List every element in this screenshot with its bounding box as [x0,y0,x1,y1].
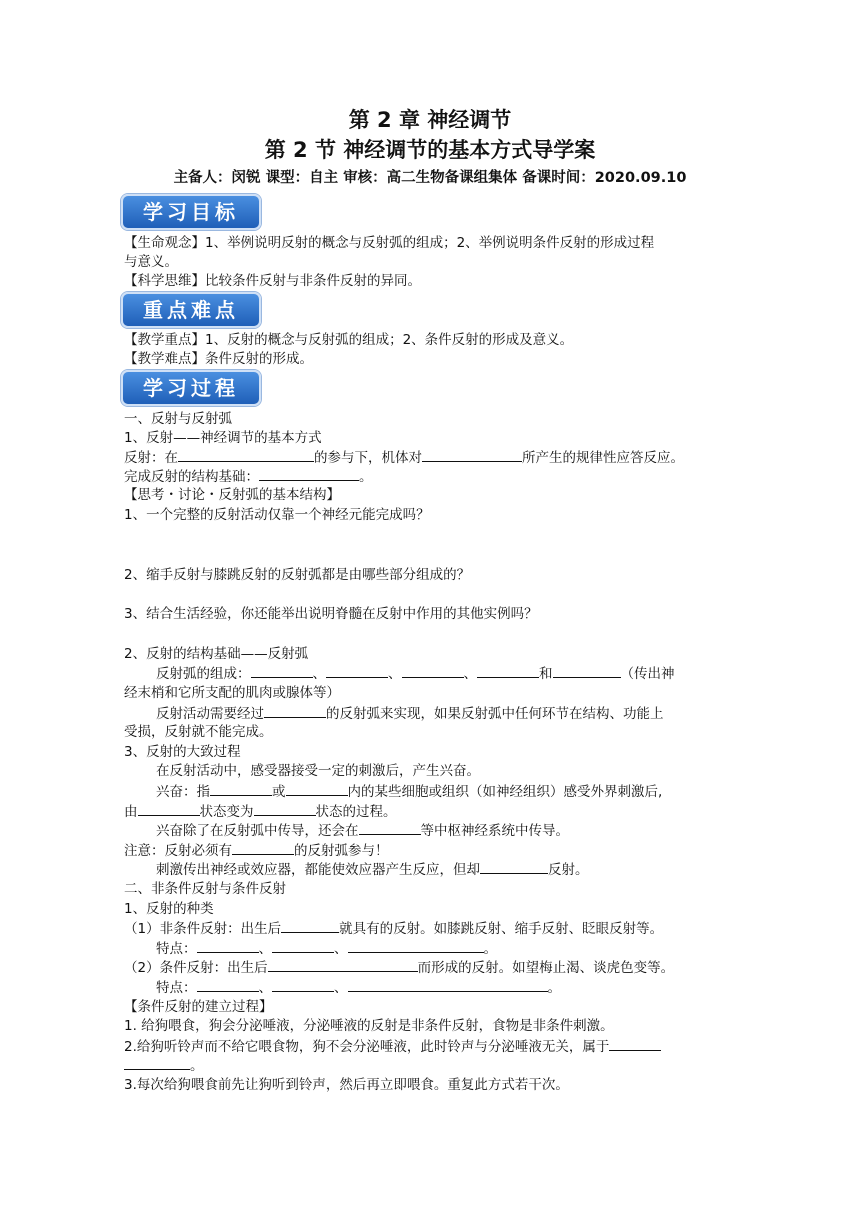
excitation-conduction: 兴奋除了在反射弧中传导，还会在 等中枢神经系统中传导。 [156,823,569,839]
conditioned-reflex: （2）条件反射：出生后 而形成的反射。如望梅止渴、谈虎色变等。 [124,960,675,976]
process-line-1: 在反射活动中，感受器接受一定的刺激后，产生兴奋。 [156,763,480,779]
section-title: 第 2 节 神经调节的基本方式导学案 [264,138,596,162]
section-heading-1: 一、反射与反射弧 [124,411,232,427]
blank[interactable] [348,978,548,992]
subheading-reflex-types: 1、反射的种类 [124,901,214,917]
blank[interactable] [268,958,418,972]
blank[interactable] [178,448,314,462]
key-line-1: 【教学重点】1、反射的概念与反射弧的组成；2、条件反射的形成及意义。 [124,332,574,348]
reflex-basis: 完成反射的结构基础： 。 [124,469,373,485]
reflex-arc-composition-cont: 经末梢和它所支配的肌肉或腺体等） [124,685,340,701]
question-1: 1、一个完整的反射活动仅靠一个神经元能完成吗？ [124,507,430,523]
establishment-step-2-cont: 。 [124,1056,204,1075]
note-line: 注意：反射必须有 的反射弧参与！ [124,843,389,859]
blank[interactable] [480,860,548,874]
blank[interactable] [251,664,313,678]
blank[interactable] [553,664,621,678]
learning-process-badge: 学习过程 [121,370,261,406]
chapter-title: 第 2 章 神经调节 [348,108,512,132]
reflex-definition: 反射：在 的参与下，机体对 所产生的规律性应答反应。 [124,450,684,466]
section-heading-2: 二、非条件反射与条件反射 [124,881,286,897]
think-discuss-heading: 【思考・讨论・反射弧的基本结构】 [124,487,340,503]
establishment-step-2: 2.给狗听铃声而不给它喂食物，狗不会分泌唾液，此时铃声与分泌唾液无关，属于 [124,1037,661,1056]
conditioned-features: 特点： 、 、 。 [156,980,561,996]
blank[interactable] [264,704,326,718]
blank[interactable] [272,939,334,953]
goal-line-3: 【科学思维】比较条件反射与非条件反射的异同。 [124,273,421,289]
subheading-reflex-process: 3、反射的大致过程 [124,744,241,760]
blank[interactable] [232,841,294,855]
subheading-reflex-arc: 2、反射的结构基础——反射弧 [124,646,309,662]
blank[interactable] [259,467,359,481]
blank[interactable] [197,939,259,953]
blank[interactable] [422,448,522,462]
blank[interactable] [326,664,388,678]
blank[interactable] [210,782,272,796]
blank[interactable] [197,978,259,992]
blank[interactable] [402,664,464,678]
learning-goals-badge: 学习目标 [121,194,261,230]
blank[interactable] [359,821,421,835]
excitation-definition: 兴奋：指 或 内的某些细胞或组织（如神经组织）感受外界刺激后, [156,784,663,800]
blank[interactable] [348,939,484,953]
subheading-reflex: 1、反射——神经调节的基本方式 [124,430,322,446]
establishment-step-1: 1. 给狗喂食，狗会分泌唾液，分泌唾液的反射是非条件反射，食物是非条件刺激。 [124,1018,614,1034]
establishment-step-3: 3.每次给狗喂食前先让狗听到铃声，然后再立即喂食。重复此方式若干次。 [124,1077,569,1093]
unconditioned-features: 特点： 、 、 。 [156,941,497,957]
preparer-info: 主备人：闵锐 课型：自主 审核：高二生物备课组集体 备课时间：2020.09.10 [173,170,687,186]
question-3: 3、结合生活经验，你还能举出说明脊髓在反射中作用的其他实例吗？ [124,606,538,622]
blank[interactable] [286,782,348,796]
blank[interactable] [281,919,339,933]
key-line-2: 【教学难点】条件反射的形成。 [124,351,313,367]
blank[interactable] [254,802,316,816]
question-2: 2、缩手反射与膝跳反射的反射弧都是由哪些部分组成的？ [124,567,471,583]
blank[interactable] [272,978,334,992]
blank[interactable] [477,664,539,678]
goal-line-1: 【生命观念】1、举例说明反射的概念与反射弧的组成；2、举例说明条件反射的形成过程 [124,235,655,251]
blank[interactable] [124,1056,190,1070]
conditioned-establishment-heading: 【条件反射的建立过程】 [124,999,273,1015]
note-line-2: 刺激传出神经或效应器，都能使效应器产生反应，但却 反射。 [156,862,589,878]
blank[interactable] [609,1037,661,1051]
reflex-arc-composition: 反射弧的组成： 、 、 、 和 （传出神 [156,666,675,682]
unconditioned-reflex: （1）非条件反射：出生后 就具有的反射。如膝跳反射、缩手反射、眨眼反射等。 [124,921,664,937]
goal-line-2: 与意义。 [124,254,178,270]
reflex-arc-requirement: 反射活动需要经过 的反射弧来实现，如果反射弧中任何环节在结构、功能上 [156,706,664,722]
reflex-arc-requirement-cont: 受损，反射就不能完成。 [124,724,273,740]
key-points-badge: 重点难点 [121,292,261,328]
blank[interactable] [138,802,200,816]
excitation-definition-cont: 由 状态变为 状态的过程。 [124,804,397,820]
